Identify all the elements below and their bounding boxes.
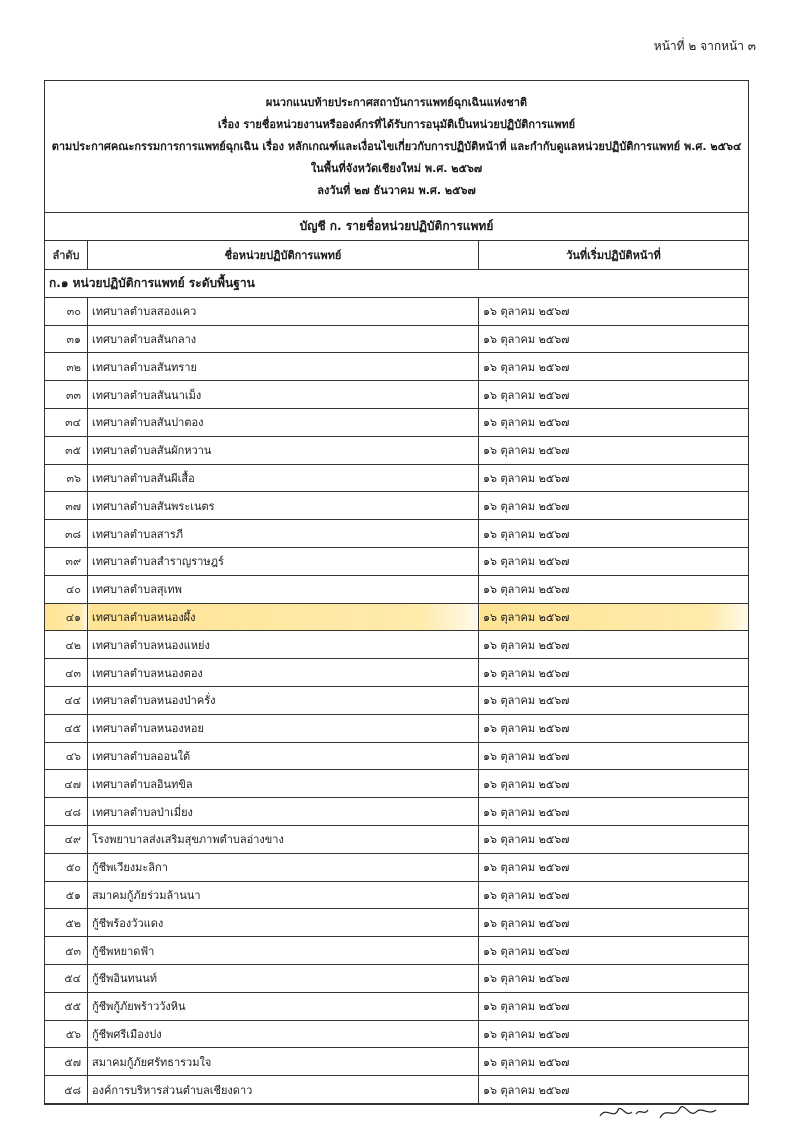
unit-table — [45, 241, 748, 1104]
header-line-5: ลงวันที่ ๒๗ ธันวาคม พ.ศ. ๒๕๖๗ — [317, 183, 476, 197]
page-number: หน้าที่ ๒ จากหน้า ๓ — [653, 39, 756, 53]
row-number: ๓๘ — [45, 520, 88, 548]
start-date: ๑๖ ตุลาคม ๒๕๖๗ — [479, 297, 749, 325]
table-row — [45, 853, 748, 881]
unit-name: องค์การบริหารส่วนตำบลเชียงดาว — [88, 1076, 479, 1104]
table-body — [45, 270, 748, 1104]
row-number: ๓๑ — [45, 325, 88, 353]
unit-name: เทศบาลตำบลหนองหอย — [88, 714, 479, 742]
table-row — [45, 464, 748, 492]
start-date: ๑๖ ตุลาคม ๒๕๖๗ — [479, 1048, 749, 1076]
unit-name: เทศบาลตำบลสันกลาง — [88, 325, 479, 353]
table-row — [45, 659, 748, 687]
start-date: ๑๖ ตุลาคม ๒๕๖๗ — [479, 881, 749, 909]
table-row — [45, 436, 748, 464]
table-row — [45, 686, 748, 714]
start-date: ๑๖ ตุลาคม ๒๕๖๗ — [479, 381, 749, 409]
document-header — [45, 81, 748, 213]
signature-image — [596, 1100, 726, 1124]
start-date: ๑๖ ตุลาคม ๒๕๖๗ — [479, 1020, 749, 1048]
table-row — [45, 964, 748, 992]
row-number: ๔๒ — [45, 631, 88, 659]
unit-name: เทศบาลตำบลสันผักหวาน — [88, 436, 479, 464]
start-date: ๑๖ ตุลาคม ๒๕๖๗ — [479, 659, 749, 687]
row-number: ๕๗ — [45, 1048, 88, 1076]
row-number: ๕๒ — [45, 909, 88, 937]
start-date: ๑๖ ตุลาคม ๒๕๖๗ — [479, 909, 749, 937]
row-number: ๔๔ — [45, 686, 88, 714]
start-date: ๑๖ ตุลาคม ๒๕๖๗ — [479, 1076, 749, 1104]
start-date: ๑๖ ตุลาคม ๒๕๖๗ — [479, 770, 749, 798]
row-number: ๔๙ — [45, 825, 88, 853]
column-header-no: ลำดับ — [45, 241, 88, 270]
start-date: ๑๖ ตุลาคม ๒๕๖๗ — [479, 547, 749, 575]
unit-name: เทศบาลตำบลสันนาเม็ง — [88, 381, 479, 409]
start-date: ๑๖ ตุลาคม ๒๕๖๗ — [479, 714, 749, 742]
table-header-row — [45, 241, 748, 270]
table-row — [45, 520, 748, 548]
row-number: ๕๘ — [45, 1076, 88, 1104]
table-row — [45, 547, 748, 575]
start-date: ๑๖ ตุลาคม ๒๕๖๗ — [479, 353, 749, 381]
unit-name: กู้ชีพร้องวัวแดง — [88, 909, 479, 937]
start-date: ๑๖ ตุลาคม ๒๕๖๗ — [479, 464, 749, 492]
row-number: ๓๗ — [45, 492, 88, 520]
row-number: ๔๗ — [45, 770, 88, 798]
unit-name: เทศบาลตำบลป่าเมี่ยง — [88, 798, 479, 826]
row-number: ๔๓ — [45, 659, 88, 687]
start-date: ๑๖ ตุลาคม ๒๕๖๗ — [479, 742, 749, 770]
section-title: ก.๑ หน่วยปฏิบัติการแพทย์ ระดับพื้นฐาน — [45, 270, 748, 298]
table-row — [45, 1020, 748, 1048]
unit-name: เทศบาลตำบลสันทราย — [88, 353, 479, 381]
unit-name: สมาคมกู้ภัยศรัทธารวมใจ — [88, 1048, 479, 1076]
start-date: ๑๖ ตุลาคม ๒๕๖๗ — [479, 825, 749, 853]
table-row — [45, 881, 748, 909]
unit-name: กู้ชีพอินทนนท์ — [88, 964, 479, 992]
row-number: ๕๓ — [45, 937, 88, 965]
table-row — [45, 742, 748, 770]
unit-name: เทศบาลตำบลหนองตอง — [88, 659, 479, 687]
row-number: ๓๖ — [45, 464, 88, 492]
header-line-3: ตามประกาศคณะกรรมการการแพทย์ฉุกเฉิน เรื่อง หลักเกณฑ์และเงื่อนไขเกี่ยวกับการปฏิบัติหน้าที่ และกำกับดูแลหน่วยปฏิบัติการแพทย์ พ.ศ. ๒๕๖๔ — [51, 139, 742, 153]
unit-name: เทศบาลตำบลหนองแหย่ง — [88, 631, 479, 659]
start-date: ๑๖ ตุลาคม ๒๕๖๗ — [479, 964, 749, 992]
unit-name: เทศบาลตำบลสันพระเนตร — [88, 492, 479, 520]
unit-name: เทศบาลตำบลสันผีเสื้อ — [88, 464, 479, 492]
start-date: ๑๖ ตุลาคม ๒๕๖๗ — [479, 798, 749, 826]
unit-name: กู้ชีพศรีเมืองปง — [88, 1020, 479, 1048]
column-header-date: วันที่เริ่มปฏิบัติหน้าที่ — [479, 241, 749, 270]
row-number: ๓๓ — [45, 381, 88, 409]
start-date: ๑๖ ตุลาคม ๒๕๖๗ — [479, 325, 749, 353]
start-date: ๑๖ ตุลาคม ๒๕๖๗ — [479, 631, 749, 659]
unit-name: เทศบาลตำบลหนองผึ้ง — [88, 603, 479, 631]
table-row — [45, 714, 748, 742]
table-row — [45, 325, 748, 353]
row-number: ๔๐ — [45, 575, 88, 603]
table-row — [45, 909, 748, 937]
start-date: ๑๖ ตุลาคม ๒๕๖๗ — [479, 937, 749, 965]
unit-name: กู้ชีพหยาดฟ้า — [88, 937, 479, 965]
row-number: ๓๙ — [45, 547, 88, 575]
table-row — [45, 381, 748, 409]
unit-name: เทศบาลตำบลสำราญราษฎร์ — [88, 547, 479, 575]
table-row — [45, 492, 748, 520]
unit-name: กู้ชีพกู้ภัยพร้าววังหิน — [88, 992, 479, 1020]
row-number: ๔๖ — [45, 742, 88, 770]
row-number: ๓๐ — [45, 297, 88, 325]
row-number: ๓๔ — [45, 408, 88, 436]
unit-name: เทศบาลตำบลหนองป่าครั่ง — [88, 686, 479, 714]
start-date: ๑๖ ตุลาคม ๒๕๖๗ — [479, 520, 749, 548]
column-header-name: ชื่อหน่วยปฏิบัติการแพทย์ — [88, 241, 479, 270]
header-line-2: เรื่อง รายชื่อหน่วยงานหรือองค์กรที่ได้รับการอนุมัติเป็นหน่วยปฏิบัติการแพทย์ — [217, 117, 576, 131]
table-row — [45, 1048, 748, 1076]
row-number: ๔๘ — [45, 798, 88, 826]
unit-name: โรงพยาบาลส่งเสริมสุขภาพตำบลอ่างขาง — [88, 825, 479, 853]
table-row — [45, 798, 748, 826]
header-line-4: ในพื้นที่จังหวัดเชียงใหม่ พ.ศ. ๒๕๖๗ — [310, 161, 483, 175]
row-number: ๕๐ — [45, 853, 88, 881]
row-number: ๕๑ — [45, 881, 88, 909]
row-number: ๓๕ — [45, 436, 88, 464]
start-date: ๑๖ ตุลาคม ๒๕๖๗ — [479, 408, 749, 436]
start-date: ๑๖ ตุลาคม ๒๕๖๗ — [479, 603, 749, 631]
table-row — [45, 408, 748, 436]
start-date: ๑๖ ตุลาคม ๒๕๖๗ — [479, 992, 749, 1020]
table-row — [45, 937, 748, 965]
start-date: ๑๖ ตุลาคม ๒๕๖๗ — [479, 853, 749, 881]
row-number: ๔๕ — [45, 714, 88, 742]
unit-name: เทศบาลตำบลสุเทพ — [88, 575, 479, 603]
table-row — [45, 603, 748, 631]
header-line-1: ผนวกแนบท้ายประกาศสถาบันการแพทย์ฉุกเฉินแห่งชาติ — [265, 95, 528, 109]
list-title: บัญชี ก. รายชื่อหน่วยปฏิบัติการแพทย์ — [45, 213, 748, 241]
table-row — [45, 297, 748, 325]
row-number: ๔๑ — [45, 603, 88, 631]
table-row — [45, 631, 748, 659]
section-row — [45, 270, 748, 298]
table-row — [45, 575, 748, 603]
start-date: ๑๖ ตุลาคม ๒๕๖๗ — [479, 492, 749, 520]
unit-name: เทศบาลตำบลสันปาตอง — [88, 408, 479, 436]
row-number: ๓๒ — [45, 353, 88, 381]
start-date: ๑๖ ตุลาคม ๒๕๖๗ — [479, 436, 749, 464]
table-row — [45, 992, 748, 1020]
start-date: ๑๖ ตุลาคม ๒๕๖๗ — [479, 686, 749, 714]
unit-name: กู้ชีพเวียงมะลิกา — [88, 853, 479, 881]
table-row — [45, 770, 748, 798]
unit-name: สมาคมกู้ภัยร่วมล้านนา — [88, 881, 479, 909]
unit-name: เทศบาลตำบลออนใต้ — [88, 742, 479, 770]
table-row — [45, 825, 748, 853]
document-box — [44, 80, 749, 1105]
unit-name: เทศบาลตำบลสองแคว — [88, 297, 479, 325]
unit-name: เทศบาลตำบลอินทขิล — [88, 770, 479, 798]
row-number: ๕๖ — [45, 1020, 88, 1048]
row-number: ๕๔ — [45, 964, 88, 992]
unit-name: เทศบาลตำบลสารภี — [88, 520, 479, 548]
table-row — [45, 353, 748, 381]
start-date: ๑๖ ตุลาคม ๒๕๖๗ — [479, 575, 749, 603]
row-number: ๕๕ — [45, 992, 88, 1020]
